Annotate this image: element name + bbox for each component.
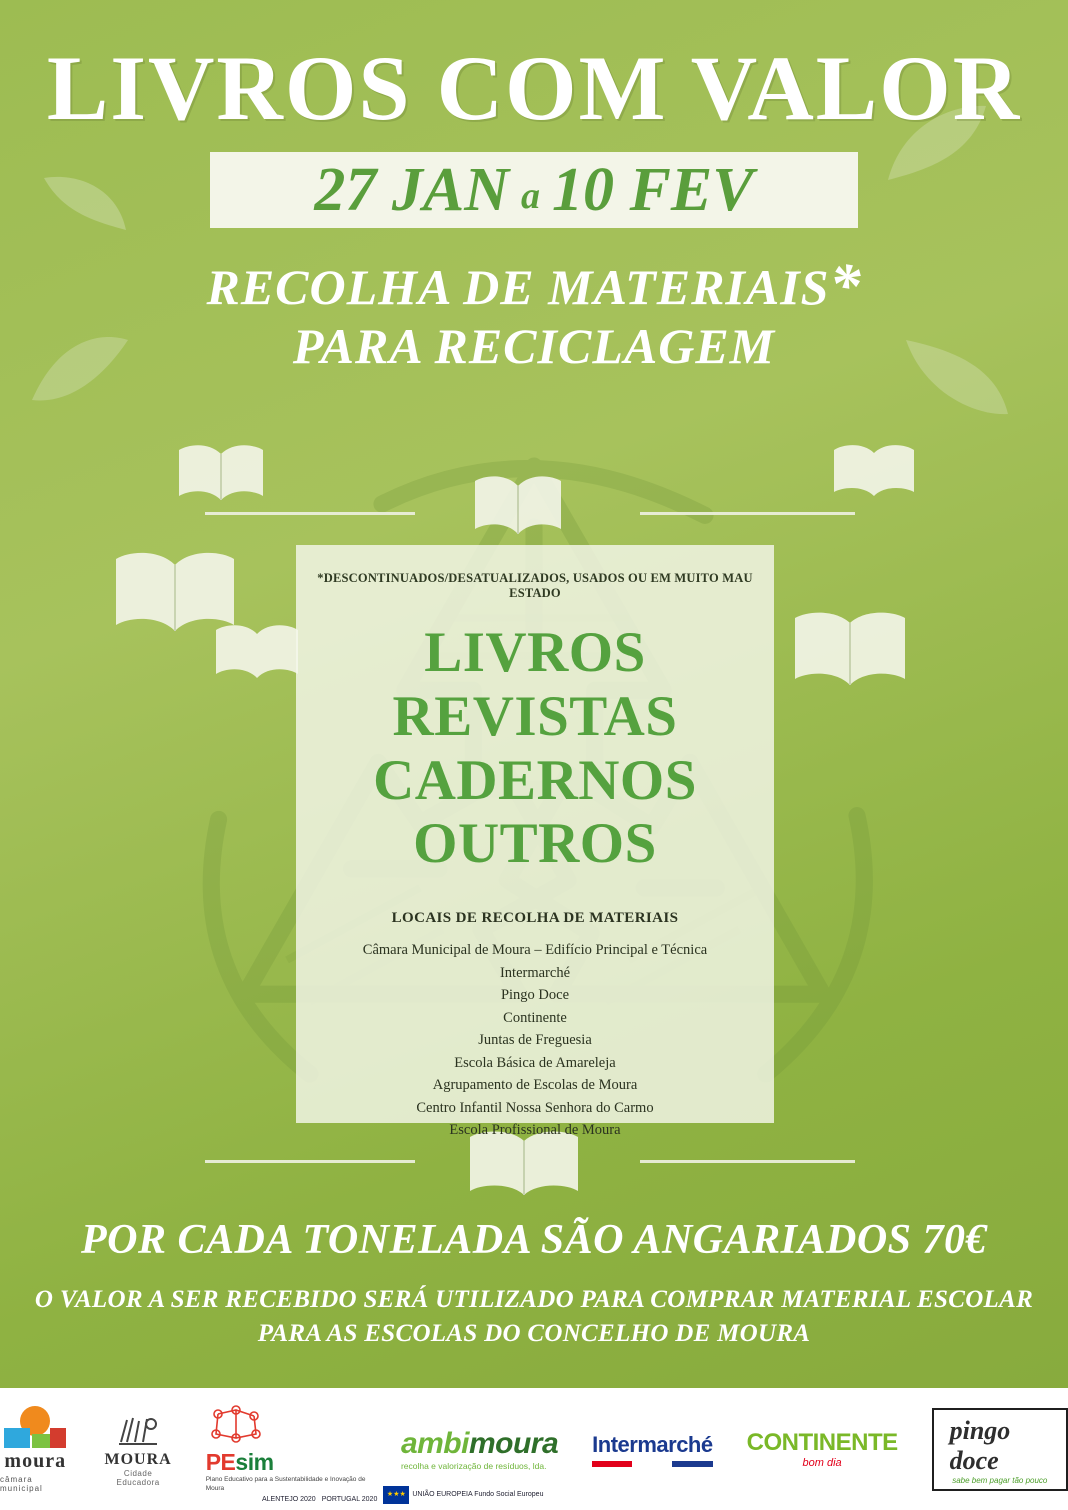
intermarche-color-bar-icon <box>592 1461 712 1467</box>
subtitle-line-2: PARA RECICLAGEM <box>292 318 776 374</box>
poster-title: LIVROS COM VALOR <box>46 37 1022 139</box>
divider-right-bottom <box>640 1160 855 1163</box>
materials-list <box>296 621 774 876</box>
date-start: 27 JAN <box>314 156 510 224</box>
usage-note <box>0 1283 1068 1351</box>
portugal-2020-label: PORTUGAL 2020 <box>321 1496 378 1504</box>
logo-intermarche-title: Intermarché <box>592 1431 713 1457</box>
logo-continente-subtitle: bom dia <box>802 1457 842 1469</box>
logo-continente-title: CONTINENTE <box>746 1429 898 1456</box>
open-book-icon <box>790 605 910 691</box>
alentejo-2020-label: ALENTEJO 2020 <box>262 1496 316 1504</box>
uniao-europeia-label: UNIÃO EUROPEIA Fundo Social Europeu <box>412 1491 544 1499</box>
usage-note-line-1: O VALOR A SER RECEBIDO SERÁ UTILIZADO PARA COMPRAR MATERIAL ESCOLAR <box>34 1286 1034 1313</box>
location-item: Intermarché <box>499 964 571 981</box>
open-book-icon <box>212 620 302 684</box>
pingo-doce-box <box>932 1408 1068 1491</box>
divider-left-bottom <box>205 1160 415 1163</box>
subtitle-line-1-text: RECOLHA DE MATERIAIS <box>206 259 830 315</box>
eu-flag-icon: ★★★ <box>383 1486 409 1504</box>
subtitle-line-1 <box>0 252 1068 320</box>
materials-card <box>296 545 774 1139</box>
location-item: Continente <box>503 1009 567 1026</box>
leaf-icon <box>40 170 130 240</box>
locations-list <box>296 939 774 1141</box>
location-item: Agrupamento de Escolas de Moura <box>432 1077 638 1094</box>
divider-right-top <box>640 512 855 515</box>
location-item: Câmara Municipal de Moura – Edifício Principal e Técnica <box>362 942 708 959</box>
location-item: Escola Profissional de Moura <box>449 1122 621 1139</box>
pesim-network-icon <box>206 1404 266 1449</box>
locations-heading: LOCAIS DE RECOLHA DE MATERIAIS <box>391 910 679 927</box>
date-separator: a <box>521 175 541 217</box>
logo-pesim <box>206 1403 367 1495</box>
location-item: Centro Infantil Nossa Senhora do Carmo <box>416 1099 654 1116</box>
logo-continente <box>747 1403 898 1495</box>
material-item: OUTROS <box>413 812 657 876</box>
open-book-icon <box>175 440 267 504</box>
material-item: CADERNOS <box>373 748 697 812</box>
logo-edu-line2: Cidade <box>123 1468 153 1478</box>
material-item: LIVROS <box>424 621 646 684</box>
open-book-icon <box>470 470 566 538</box>
logo-ambimoura-desc: recolha e valorização de resíduos, lda. <box>400 1461 547 1471</box>
location-item: Pingo Doce <box>500 987 570 1004</box>
cidade-educadora-icon <box>115 1412 161 1451</box>
tagline: POR CADA TONELADA SÃO ANGARIADOS 70€ <box>80 1217 988 1263</box>
logo-pingo-doce <box>932 1403 1068 1495</box>
location-item: Juntas de Freguesia <box>478 1032 592 1049</box>
moura-logo-mark-icon <box>4 1406 66 1448</box>
ambimoura-title-dark: moura <box>468 1427 559 1460</box>
logo-moura-title: moura <box>4 1449 67 1472</box>
date-range-band <box>210 152 858 228</box>
logo-edu-title: MOURA <box>104 1450 172 1468</box>
ambimoura-title-light: ambi <box>400 1427 469 1460</box>
divider-left-top <box>205 512 415 515</box>
material-item: REVISTAS <box>392 684 678 748</box>
date-end: 10 FEV <box>552 156 754 224</box>
logo-edu-line3: Educadora <box>116 1477 160 1487</box>
asterisk-marker: * <box>829 252 862 320</box>
logo-fundos-europeus <box>262 1486 543 1504</box>
logo-pingo-title: pingo doce <box>949 1415 1011 1475</box>
pesim-title-red: PE <box>205 1449 236 1476</box>
logo-moura-camara-municipal <box>0 1403 71 1495</box>
location-item: Escola Básica de Amareleja <box>454 1054 616 1071</box>
logo-moura-cidade-educadora <box>105 1403 172 1495</box>
poster-subtitle <box>0 252 1068 376</box>
logo-ambimoura-title <box>401 1427 558 1461</box>
logo-moura-subtitle: câmara municipal <box>0 1474 43 1493</box>
pesim-title-green: sim <box>235 1449 274 1476</box>
card-footnote: *DESCONTINUADOS/DESATUALIZADOS, USADOS OU EM MUITO MAU ESTADO <box>317 571 753 600</box>
open-book-icon <box>830 440 918 500</box>
usage-note-line-2: PARA AS ESCOLAS DO CONCELHO DE MOURA <box>257 1319 811 1347</box>
logo-pingo-subtitle: sabe bem pagar tão pouco <box>952 1475 1048 1485</box>
logo-pesim-desc: Plano Educativo para a Sustentabilidade e Inovação de Moura <box>205 1476 366 1492</box>
logo-pesim-title <box>206 1449 274 1476</box>
logo-intermarche <box>592 1403 712 1495</box>
logo-ambimoura <box>401 1403 558 1495</box>
